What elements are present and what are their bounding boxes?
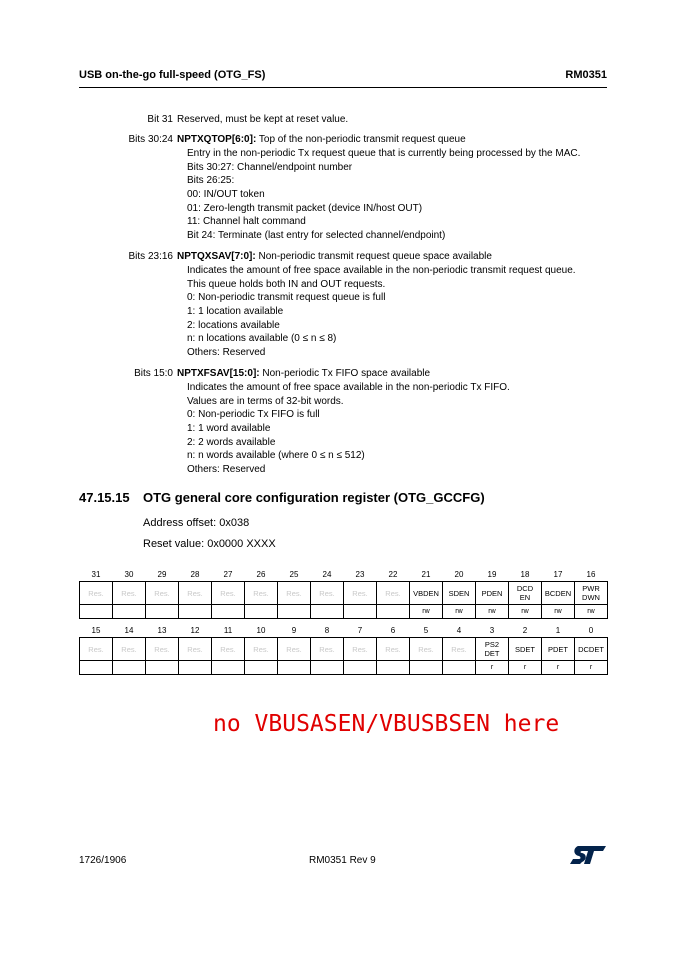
bit-number-row — [80, 624, 608, 638]
access-cell — [410, 661, 443, 675]
header-title: USB on-the-go full-speed (OTG_FS) — [79, 69, 266, 81]
field-line: 1: 1 location available — [187, 306, 284, 317]
access-cell — [80, 605, 113, 619]
field-bits: Bit 31 — [147, 114, 173, 125]
reserved-bit-cell: Res. — [311, 638, 344, 661]
field-line: n: n words available (where 0 ≤ n ≤ 512) — [187, 450, 365, 461]
reset-value: Reset value: 0x0000 XXXX — [143, 538, 276, 550]
bit-number: 14 — [124, 626, 134, 635]
reserved-bit-cell: Res. — [311, 582, 344, 605]
field-bits: Bits 23:16 — [128, 251, 173, 262]
bit-number: 25 — [289, 570, 299, 579]
access-cell: r — [575, 661, 608, 675]
reserved-bit-cell: Res. — [80, 638, 113, 661]
access-cell — [278, 605, 311, 619]
bit-number: 12 — [190, 626, 200, 635]
address-offset: Address offset: 0x038 — [143, 517, 250, 529]
reserved-bit-cell: Res. — [410, 638, 443, 661]
bit-number: 11 — [223, 626, 233, 635]
st-logo-icon — [570, 846, 606, 869]
access-cell: r — [542, 661, 575, 675]
reserved-bit-cell: Res. — [146, 582, 179, 605]
access-row — [80, 605, 608, 619]
bit-number: 26 — [256, 570, 266, 579]
bit-number: 7 — [357, 626, 363, 635]
reserved-bit-cell: Res. — [146, 638, 179, 661]
field-line: Bits 26:25: — [187, 175, 235, 186]
bit-number: 19 — [487, 570, 497, 579]
field-line: 2: locations available — [187, 320, 280, 331]
bit-number: 4 — [456, 626, 462, 635]
field-line: Indicates the amount of free space available in the non-periodic Tx FIFO. — [187, 382, 510, 393]
reserved-bit-cell: Res. — [179, 638, 212, 661]
access-cell — [212, 605, 245, 619]
bit-number: 9 — [291, 626, 297, 635]
bit-number: 15 — [91, 626, 101, 635]
reserved-bit-cell: Res. — [179, 582, 212, 605]
bit-number: 10 — [256, 626, 266, 635]
reserved-bit-cell: Res. — [278, 582, 311, 605]
bit-number: 24 — [322, 570, 332, 579]
access-cell — [179, 661, 212, 675]
bit-number: 30 — [124, 570, 134, 579]
field-line: n: n locations available (0 ≤ n ≤ 8) — [187, 333, 337, 344]
doc-revision: RM0351 Rev 9 — [309, 855, 376, 866]
reserved-bit-cell: Res. — [212, 582, 245, 605]
register-table-upper — [79, 568, 608, 619]
access-cell — [146, 605, 179, 619]
access-cell: rw — [542, 605, 575, 619]
bit-field-cell: DCDET — [575, 638, 608, 661]
bit-number: 27 — [223, 570, 233, 579]
field-title: Non-periodic transmit request queue space available — [255, 251, 492, 262]
access-cell — [80, 661, 113, 675]
bit-field-cell: PDET — [542, 638, 575, 661]
access-cell: rw — [575, 605, 608, 619]
access-cell — [245, 661, 278, 675]
bit-number: 28 — [190, 570, 200, 579]
reserved-bit-cell: Res. — [344, 582, 377, 605]
field-name: NPTXFSAV[15:0]: — [177, 368, 260, 379]
access-cell — [377, 661, 410, 675]
access-cell — [377, 605, 410, 619]
bit-field-cell: PWR DWN — [575, 582, 608, 605]
field-title: Reserved, must be kept at reset value. — [177, 114, 349, 125]
field-title: Top of the non-periodic transmit request queue — [256, 134, 466, 145]
bit-number: 31 — [91, 570, 101, 579]
reserved-bit-cell: Res. — [344, 638, 377, 661]
annotation-note: no VBUSASEN/VBUSBSEN here — [213, 711, 560, 737]
bit-number: 5 — [423, 626, 429, 635]
bit-number: 8 — [324, 626, 330, 635]
bit-name-row — [80, 582, 608, 605]
field-title-line — [177, 133, 466, 147]
access-cell — [311, 661, 344, 675]
section-number: 47.15.15 — [79, 490, 130, 505]
access-cell — [278, 661, 311, 675]
bit-number: 29 — [157, 570, 167, 579]
access-cell — [212, 661, 245, 675]
bit-field-cell: VBDEN — [410, 582, 443, 605]
field-line: 00: IN/OUT token — [187, 189, 265, 200]
reserved-bit-cell: Res. — [80, 582, 113, 605]
access-cell: rw — [443, 605, 476, 619]
access-cell — [245, 605, 278, 619]
field-line: 11: Channel halt command — [187, 216, 306, 227]
field-line: 2: 2 words available — [187, 437, 276, 448]
access-cell — [179, 605, 212, 619]
reserved-bit-cell: Res. — [377, 582, 410, 605]
bit-number: 2 — [522, 626, 528, 635]
field-line: Bits 30:27: Channel/endpoint number — [187, 162, 353, 173]
bit-number: 6 — [390, 626, 396, 635]
page-header — [79, 66, 607, 86]
field-name: NPTQXSAV[7:0]: — [177, 251, 256, 262]
field-title-line — [177, 250, 492, 264]
field-line: 0: Non-periodic Tx FIFO is full — [187, 409, 320, 420]
access-cell — [113, 661, 146, 675]
access-cell — [344, 605, 377, 619]
field-line: 1: 1 word available — [187, 423, 271, 434]
bit-number: 1 — [555, 626, 561, 635]
access-cell: rw — [509, 605, 542, 619]
field-line: Entry in the non-periodic Tx request queue that is currently being processed by the MAC. — [187, 148, 581, 159]
access-cell — [146, 661, 179, 675]
bit-number: 23 — [355, 570, 365, 579]
field-line: Indicates the amount of free space available in the non-periodic transmit request queue. — [187, 265, 576, 276]
reserved-bit-cell: Res. — [113, 638, 146, 661]
access-cell — [344, 661, 377, 675]
bit-number: 20 — [454, 570, 464, 579]
field-line: Bit 24: Terminate (last entry for selected channel/endpoint) — [187, 230, 446, 241]
bit-field-cell: PS2 DET — [476, 638, 509, 661]
bit-field-cell: SDEN — [443, 582, 476, 605]
page-number: 1726/1906 — [79, 855, 127, 866]
bit-field-cell: BCDEN — [542, 582, 575, 605]
reserved-bit-cell: Res. — [443, 638, 476, 661]
bit-number: 3 — [489, 626, 495, 635]
field-line: 0: Non-periodic transmit request queue is full — [187, 292, 386, 303]
access-cell — [113, 605, 146, 619]
field-line: 01: Zero-length transmit packet (device IN/host OUT) — [187, 203, 423, 214]
reserved-bit-cell: Res. — [278, 638, 311, 661]
bit-number: 18 — [520, 570, 530, 579]
bit-number-row — [80, 568, 608, 582]
field-title-line — [177, 367, 430, 381]
access-cell: r — [509, 661, 542, 675]
bit-number: 17 — [553, 570, 563, 579]
access-cell: r — [476, 661, 509, 675]
access-cell — [311, 605, 344, 619]
reserved-bit-cell: Res. — [245, 582, 278, 605]
field-bits: Bits 30:24 — [128, 134, 173, 145]
bit-number: 21 — [421, 570, 431, 579]
reserved-bit-cell: Res. — [113, 582, 146, 605]
bit-field-cell: DCD EN — [509, 582, 542, 605]
field-line: Others: Reserved — [187, 347, 266, 358]
reserved-bit-cell: Res. — [212, 638, 245, 661]
field-line: Others: Reserved — [187, 464, 266, 475]
register-table-lower — [79, 624, 608, 675]
reserved-bit-cell: Res. — [245, 638, 278, 661]
bit-field-cell: SDET — [509, 638, 542, 661]
access-row — [80, 661, 608, 675]
access-cell — [443, 661, 476, 675]
section-title: OTG general core configuration register (OTG_GCCFG) — [143, 490, 485, 505]
access-cell: rw — [410, 605, 443, 619]
bit-number: 22 — [388, 570, 398, 579]
field-line: This queue holds both IN and OUT requests. — [187, 279, 386, 290]
bit-number: 16 — [586, 570, 596, 579]
field-name: NPTXQTOP[6:0]: — [177, 134, 257, 145]
header-doc-id: RM0351 — [565, 69, 607, 81]
bit-number: 0 — [588, 626, 594, 635]
bit-number: 13 — [157, 626, 167, 635]
bit-name-row — [80, 638, 608, 661]
access-cell: rw — [476, 605, 509, 619]
bit-field-cell: PDEN — [476, 582, 509, 605]
header-rule — [79, 87, 607, 88]
field-line: Values are in terms of 32-bit words. — [187, 396, 344, 407]
reserved-bit-cell: Res. — [377, 638, 410, 661]
field-title: Non-periodic Tx FIFO space available — [259, 368, 431, 379]
field-bits: Bits 15:0 — [134, 368, 173, 379]
